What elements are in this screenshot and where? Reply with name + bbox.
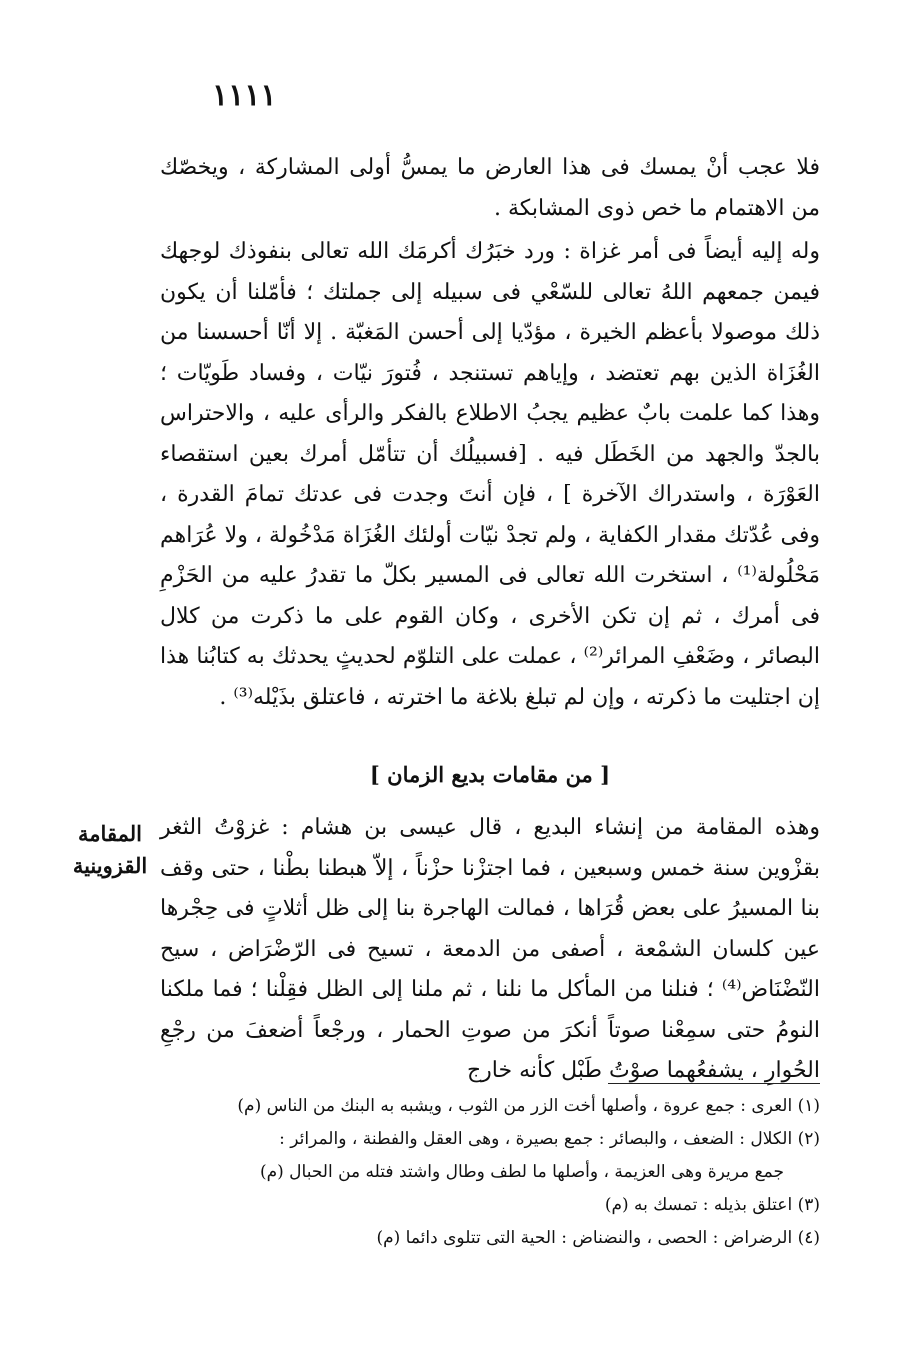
footnote-2: (٢) الكلال : الضعف ، والبصائر : جمع بصيرة ، وهى العقل والفطنة ، والمرائر :	[279, 1129, 820, 1149]
paragraph-text: وهذه المقامة من إنشاء البديع ، قال عيسى بن هشام : غزوْتُ الثغر بقزْوين سنة خمس وسبعين ، فما اجتزْنا حزْناً ، إلاّ هبطنا بطْنا ، حتى وقف بنا المسيرُ على بعض قُرَاها ، فمالت الهاجرة بنا إلى ظل أثلاتٍ فى حِجْرها عين كلسان الشمْعة ، أصفى من الدمعة ، تسيح فى الرّضْرَاض ، سيح النّضْنَاض⁽⁴⁾ ؛ فنلنا من المأكل ما نلنا ، ثم ملنا إلى الظل فقِلْنا ؛ فما ملكنا النومُ حتى سمِعْنا صوتاً أنكرَ من صوتِ الحمار ، ورجْعاً أضعفَ من رجْعِ الحُوارِ ، يشفعُهما صوْتُ طَبْل كأنه خارج	[160, 815, 820, 1083]
paragraph-intro	[160, 148, 820, 229]
section-heading: [ من مقامات بديع الزمان ]	[369, 762, 611, 787]
footnotes	[160, 1090, 820, 1255]
paragraph-text: فلا عجب أنْ يمسك فى هذا العارض ما يمسُّ أولى المشاركة ، ويخصّك من الاهتمام ما خص ذوى المشابكة .	[160, 155, 820, 221]
margin-note: المقامة القزوينية	[72, 821, 148, 878]
paragraph-maqama	[160, 808, 820, 1092]
paragraph-letter	[160, 232, 820, 718]
footnote-1: (١) العرى : جمع عروة ، وأصلها أخت الزر من الثوب ، ويشبه به البنك من الناس (م)	[237, 1096, 820, 1116]
page-number: ١١١١	[212, 78, 277, 113]
footnote-2-continued: جمع مريرة وهى العزيمة ، وأصلها ما لطف وطال واشتد فتله من الحبال (م)	[259, 1162, 784, 1182]
footnote-divider	[608, 1083, 820, 1084]
paragraph-text: وله إليه أيضاً فى أمر غزاة : ورد خبَرُك أكرمَك الله تعالى بنفوذك لوجهك فيمن جمعهم اللهُ تعالى للسّعْي فى سبيله إلى جملتك ؛ فأمّلنا أن يكون ذلك موصولا بأعظم الخيرة ، مؤدّيا إلى أحسن المَغبّة . إلا أنّا أحسسنا من الغُزَاة الذين بهم تعتضد ، وإياهم تستنجد ، فُتورَ نيّات ، وفساد طَويّات ؛ وهذا كما علمت بابٌ عظيم يجبُ الاطلاع بالفكر والرأى عليه ، والاحتراس بالجدّ والجهد من الخَطَل فيه . [فسبيلُك أن تتأمّل أمرك بعين استقصاء العَوْرَة ، واستدراك الآخرة ] ، فإن أنتَ وجدت فى عدتك تمامَ القدرة ، وفى عُدّتك مقدار الكفاية ، ولم تجدْ نيّات أولئك الغُزَاة مَدْخُولة ، ولا عُرَاهم مَحْلُولة⁽¹⁾ ، استخرت الله تعالى فى المسير بكلّ ما تقدرُ عليه من الحَزْمِ فى أمرك ، ثم إن تكن الأخرى ، وكان القوم على ما ذكرت من كلال البصائر ، وضَعْفِ المرائر⁽²⁾ ، عملت على التلوّم لحديثٍ يحدثك به كتابُنا هذا إن اجتليت ما ذكرته ، وإن لم تبلغ بلاغة ما اخترته ، فاعتلق بذَيْله⁽³⁾ .	[160, 239, 820, 710]
footnote-3: (٣) اعتلق بذيله : تمسك به (م)	[604, 1195, 820, 1215]
footnote-4: (٤) الرضراض : الحصى ، والنضناض : الحية التى تتلوى دائما (م)	[376, 1228, 820, 1248]
